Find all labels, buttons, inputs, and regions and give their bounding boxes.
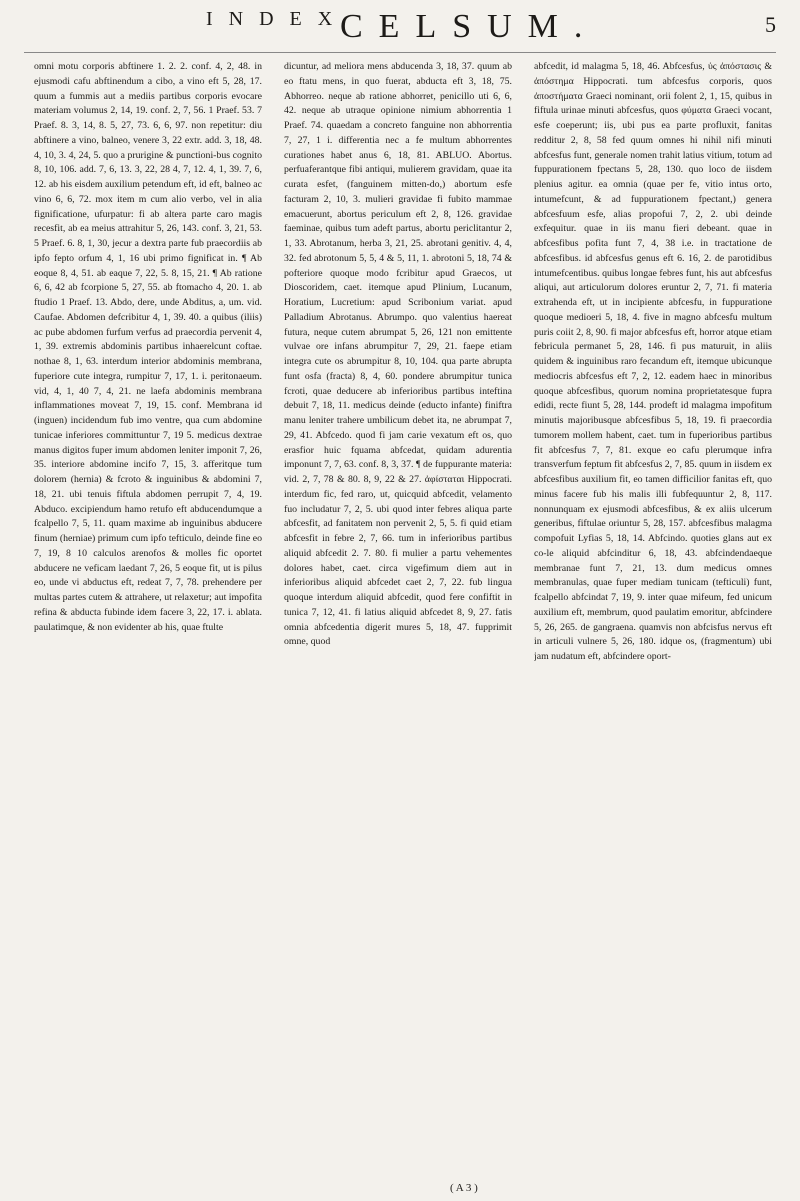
text-column-left bbox=[34, 60, 262, 1187]
running-head-title: CELSUM. bbox=[340, 8, 599, 45]
column-text: abfcedit, id malagma 5, 18, 46. Abfcesfus, ὑς ἀπόστασις & ἀπόστημα Hippocrati. tum abfcesfus corporis, quos ἀποστήματα Graeci nominant, orii folent 2, 1, 15, quibus in fiftula urinae minuti abfcesfus, quos φύματα Graeci vocant, esfe coeperunt; iis, ubi pus ea parte profluxit, fanitas redditur 2, 8, 58 fed quum omnes hi nihil nifi minuti abfcesfus funt, generale nomen trahit latius vitium, totum ad fuppurationem fpectans 5, 28, 130. quo loco de iisdem plenius agitur. ea omnia (quae per fe, vitio intus orto, intumefcunt, & ad fuppurationem fpectant,) genera abfcesfuum esfe, alias propofui 7, 2, 2. ubi deinde exfequitur. quae in iis manu fieri debeant. quae in abfcesfibus pofita funt 7, 4, 38 i.e. in tractatione de abfcesfibus. id abfcesfus genus eft 6. 16, 2. de parotidibus intumefcentibus. quibus longae febres funt, his aut abfcesfus aliqui, aut articulorum dolores eruntur 2, 7, 71. fi materia extrahenda eft, ut in incipiente abfcesfu, in fuppuratione quoque medioeri 5, 18, 4. five in magno abfcesfu multum puris coiit 2, 8, 90. fi major abfcesfus eft, horror atque etiam febricula permanet 5, 28, 146. fi pus maturuit, in aliis quidem & inguinibus raro fecandum eft, itemque ubicunque mediocris abfcesfus eft 7, 2, 12. eadem haec in minoribus quoque abfcesfibus, quorum nomina proprietatesque fupra edidi, recte fiunt 5, 28, 144. prodeft id malagma impofitum minutis majoribusque abfcesfibus 5, 18, 19. fi praecordia tumorem mollem habent, caet. tum in fuperioribus partibus fit abfcesfus 7, 7, 81. exque eo cafu plerumque infra transverfum feptum fit abfcesfus 2, 7, 85. quum in iisdem ex abfcesfibus auxilium fit, eo tamen difficilior fanitas eft, quo minus facere fub his malis illi fubfequuntur 2, 8, 117. nonnunquam ex ejusmodi abfcesfibus, & ex aliis ulcerum generibus, fiftulae oriuntur 5, 28, 157. abfcesfibus malagma compofuit Lyfias 5, 18, 14. Abfcindo. quoties glans aut ex co-le aliquid abfcinditur 6, 18, 43. abfcindendaeque membranae funt 7, 21, 13. dum medicus omnes membranulas, quae fuper mediam tunicam (tefticuli) funt, fcalpello abfcindat 7, 19, 9. inter quae mifeum, fed unicum auxilium eft, membrum, quod paulatim emoritur, abfcindere 5, 26, 265. de gangraena. quamvis non abfcisfus nervus eft in articuli vulnere 5, 26, 180. idque os, (fragmentum) ubi jam nudatum eft, abfcindere oport- bbox=[534, 61, 772, 662]
text-column-middle bbox=[284, 60, 512, 1187]
signature-mark: ( A 3 ) bbox=[450, 1182, 478, 1194]
running-head-index: INDEX bbox=[206, 8, 349, 30]
column-text: dicuntur, ad meliora mens abducenda 3, 18, 37. quum ab eo ftatu mens, in quo fuerat, abducta eft 3, 18, 75. Abhorreo. neque ab ratione abhorret, penicillo uti 6, 6, 42. neque ab utraque opinione nimium abhorrentia 1 Praef. 74. quaedam a concreto fanguine non abhorrentia 7, 27, 1 i. differentia nec a fe multum abhorrentes curationes habet anus 6, 18, 81. ABLUO. Abortus. perfuaferantque fibi antiqui, mulierem gravidam, quae ita curata esfet, (fanguinem mitten-do,) abortum esfe facturam 2, 10, 3. mulieri gravidae fi fubito mammae emacuerunt, abortus periculum eft 2, 8, 126. gravidae faeminae, quibus tum adeft partus, abortu periclitantur 2, 1, 33. Abrotanum, herba 3, 21, 25. abrotani genitiv. 4, 4, 32. fed abrotonum 5, 5, 4 & 5, 11, 1. abrotoni 5, 18, 74 & pofteriore quoque modo fcribitur apud Graecos, ut Dioscoridem, caet. itemque apud Plinium, Lucanum, Horatium, Lucretium: apud Scribonium variat. apud Palladium Abrotanus. Abrumpo. quo valentius haereat futura, neque cutem abrumpat 5, 26, 121 non emittente vulvae ore infans abrumpitur 7, 29, 21. faepe etiam integra cute os abrumpitur 8, 10, 104. qua parte abrupta funt osfa (fracta) 8, 4, 60. pondere abrumpitur tunica fcroti, quae deducere ab inferioribus partibus inteftina debuit 7, 18, 11. medicus deinde (educto infante) finiftra manu leniter trahere umbilicum debet ita, ne abrumpat 7, 29, 41. Abfcedo. quod fi jam carie vexatum eft os, quo erasfior huic fquama abfcedat, quidam adurentia imponunt 7, 7, 63. conf. 8, 3, 37. ¶ de fuppurante materia: vid. 2, 7, 78 & 80. 8, 9, 22 & 27. ἀφίσταται Hippocrati. interdum fic, fed raro, ut, quicquid abfcedit, velamento fuo includatur 7, 2, 5. ubi quod inter febres aliqua parte abfcesfit, ad fanitatem non pervenit 2, 5, 5. fi quid etiam abfcesfit in febre 2, 7, 66. tum in inferioribus partibus aliquid abfcedit 2. 7. 80. fi mulier a partu vehementes dolores habet, caet. circa vigefimum diem aut in inferioribus aliquid abfcedet caet 2, 7, 22. fub lingua quoque interdum aliquid abfcedit, quod fere confiftit in tunica 7, 12, 41. fi latius aliquid abfcedet 8, 9, 27. fatis omnia abfcedentia digerit mures 5, 18, 47. fupprimit omne, quod bbox=[284, 61, 512, 648]
header-rule bbox=[24, 52, 776, 53]
page-number: 5 bbox=[765, 12, 776, 37]
text-column-right bbox=[534, 60, 772, 1187]
column-text: omni motu corporis abftinere 1. 2. 2. conf. 4, 2, 48. in ejusmodi cafu abftinendum a cibo, a vino eft 5, 28, 17. quum a fummis aut a mediis partibus corporis evocare materiam volumus 2, 14, 19. conf. 2, 7, 56. 1 Praef. 53. 7 Praef. 8. 3, 14, 8. 5, 27, 73. 6, 6, 97. non repetitur: diu abftinere a vino, balneo, venere 3, 22 extr. add. 3, 18, 48. 4, 10, 3. 4, 24, 5. quo a prurigine & punctioni-bus cognito 8, 10, 106. add. 7, 6, 13. 3, 22, 28 4, 7, 12. 4, 1, 39. 7, 6, 12. ab his eisdem auxilium petendum eft, id eft, balneo ac vino 6, 6, 72. mox item m cum alio verbo, vel in alia fignificatione, ufurpatur: fi ab altera parte caro magis recesfit, ab ea meius attrahitur 5, 26, 143. conf. 3, 21, 53. 5 Praef. 6. 8, 1, 30, jecur a dextra parte fub praecordiis ab ipfo fepto orfum 4, 1, 16 ubi primo fignificat in. ¶ Ab eoque 8, 4, 51. ab eaque 7, 22, 5. 8, 15, 21. ¶ Ab ratione 6, 6, 42 ab fcorpione 5, 27, 55. ab ftomacho 4, 20. 1. ab ftudio 1 Praef. 13. Abdo, dere, unde Abditus, a, um. vid. Caufae. Abdomen defcribitur 4, 1, 39. 40. a quibus (iliis) ac pube abdomen furfum verfus ad praecordia pervenit 4, 1, 39. extremis abdominis partibus inhaerelcunt coftae. nothae 8, 1, 63. interdum interior abdominis membrana, fuperiore cute integra, rumpitur 7, 17, 1. i. peritonaeum. vid, 4, 1, 40 7, 4, 21. ne laefa abdominis membrana inflammationes moveat 7, 19, 15. conf. Membrana id (inguen) incidendum fub imo ventre, qua cum abdomine tunicae inferiores committuntur 7, 19 5. medicus dextrae manus digitos fuper imum abdomen leniter imponit 7, 26, 35. interiore abdomine incifo 7, 15, 3. afferitque tum dolorem (hernia) & fcroto & inguinibus & abdomini 7, 18, 21. ubi tenuis fiftula abdomen perrupit 7, 4, 19. Abduco. excipiendum hamo retufo eft abducendumque a fcalpello 7, 5, 11. quam maxime ab inguinibus abducere finum (herniae) primum cum ipfo tefticulo, deinde fine eo 7, 19, 8 10 calculos arenofos & molles fic oportet abducere ne veficam laedant 7, 26, 5 eoque fit, ut is pilus eo, unde vi abductus eft, redeat 7, 7, 78. prehendere per multas partes cutem & attrahere, ut relaxetur; aut impofita refina & abducta fubinde idem facere 3, 22, 17. i. ablata. paulatimque, & non evidenter ab his, quae ftulte bbox=[34, 61, 262, 633]
